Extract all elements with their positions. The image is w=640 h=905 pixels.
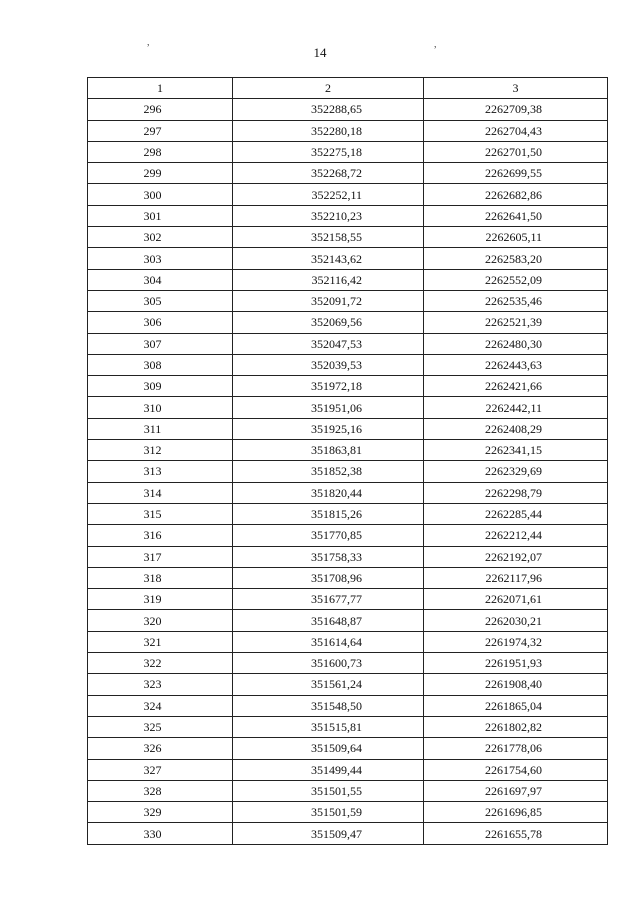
- x-coordinate-cell: 351758,33: [233, 546, 424, 567]
- x-coordinate-cell: 351499,44: [233, 759, 424, 780]
- table-row: [88, 333, 608, 354]
- y-coordinate-cell: 2262701,50: [424, 141, 608, 162]
- y-coordinate-cell: 2262071,61: [424, 589, 608, 610]
- x-coordinate-cell: 352047,53: [233, 333, 424, 354]
- x-coordinate-cell: 352288,65: [233, 99, 424, 120]
- table-row: [88, 610, 608, 631]
- table-row: [88, 802, 608, 823]
- x-coordinate-cell: 352275,18: [233, 141, 424, 162]
- point-number-cell: 308: [88, 354, 233, 375]
- x-coordinate-cell: 351561,24: [233, 674, 424, 695]
- x-coordinate-cell: 351852,38: [233, 461, 424, 482]
- table-row: [88, 631, 608, 652]
- point-number-cell: 330: [88, 823, 233, 844]
- y-coordinate-cell: 2262408,29: [424, 418, 608, 439]
- table-row: [88, 312, 608, 333]
- y-coordinate-cell: 2261951,93: [424, 653, 608, 674]
- y-coordinate-cell: 2262521,39: [424, 312, 608, 333]
- y-coordinate-cell: 2262682,86: [424, 184, 608, 205]
- point-number-cell: 307: [88, 333, 233, 354]
- point-number-cell: 298: [88, 141, 233, 162]
- point-number-cell: 329: [88, 802, 233, 823]
- y-coordinate-cell: 2262704,43: [424, 120, 608, 141]
- y-coordinate-cell: 2261754,60: [424, 759, 608, 780]
- x-coordinate-cell: 351972,18: [233, 376, 424, 397]
- y-coordinate-cell: 2261908,40: [424, 674, 608, 695]
- x-coordinate-cell: 352143,62: [233, 248, 424, 269]
- table-row: [88, 290, 608, 311]
- table-row: [88, 716, 608, 737]
- y-coordinate-cell: 2262641,50: [424, 205, 608, 226]
- y-coordinate-cell: 2262030,21: [424, 610, 608, 631]
- y-coordinate-cell: 2262117,96: [424, 567, 608, 588]
- x-coordinate-cell: 351863,81: [233, 440, 424, 461]
- table-row: [88, 227, 608, 248]
- x-coordinate-cell: 352116,42: [233, 269, 424, 290]
- point-number-cell: 314: [88, 482, 233, 503]
- table-row: [88, 354, 608, 375]
- table-row: [88, 269, 608, 290]
- point-number-cell: 310: [88, 397, 233, 418]
- table-row: [88, 461, 608, 482]
- point-number-cell: 296: [88, 99, 233, 120]
- table-row: [88, 546, 608, 567]
- x-coordinate-cell: 351648,87: [233, 610, 424, 631]
- x-coordinate-cell: 351501,59: [233, 802, 424, 823]
- x-coordinate-cell: 351548,50: [233, 695, 424, 716]
- point-number-cell: 311: [88, 418, 233, 439]
- scan-mark: ,: [147, 37, 150, 48]
- table-row: [88, 418, 608, 439]
- y-coordinate-cell: 2262212,44: [424, 525, 608, 546]
- y-coordinate-cell: 2261655,78: [424, 823, 608, 844]
- point-number-cell: 316: [88, 525, 233, 546]
- y-coordinate-cell: 2262443,63: [424, 354, 608, 375]
- y-coordinate-cell: 2262583,20: [424, 248, 608, 269]
- table-row: [88, 674, 608, 695]
- point-number-cell: 305: [88, 290, 233, 311]
- y-coordinate-cell: 2262341,15: [424, 440, 608, 461]
- x-coordinate-cell: 352069,56: [233, 312, 424, 333]
- y-coordinate-cell: 2262709,38: [424, 99, 608, 120]
- point-number-cell: 324: [88, 695, 233, 716]
- x-coordinate-cell: 352091,72: [233, 290, 424, 311]
- x-coordinate-cell: 351815,26: [233, 503, 424, 524]
- table-row: [88, 376, 608, 397]
- x-coordinate-cell: 351770,85: [233, 525, 424, 546]
- x-coordinate-cell: 351708,96: [233, 567, 424, 588]
- y-coordinate-cell: 2262535,46: [424, 290, 608, 311]
- x-coordinate-cell: 352268,72: [233, 163, 424, 184]
- x-coordinate-cell: 351951,06: [233, 397, 424, 418]
- table-row: [88, 759, 608, 780]
- y-coordinate-cell: 2262552,09: [424, 269, 608, 290]
- table-row: [88, 482, 608, 503]
- point-number-cell: 328: [88, 780, 233, 801]
- y-coordinate-cell: 2261802,82: [424, 716, 608, 737]
- point-number-cell: 306: [88, 312, 233, 333]
- y-coordinate-cell: 2262605,11: [424, 227, 608, 248]
- y-coordinate-cell: 2262298,79: [424, 482, 608, 503]
- table-row: [88, 184, 608, 205]
- table-row: [88, 780, 608, 801]
- table-row: [88, 440, 608, 461]
- point-number-cell: 320: [88, 610, 233, 631]
- scan-mark: ,: [434, 39, 437, 50]
- table-row: [88, 567, 608, 588]
- y-coordinate-cell: 2262285,44: [424, 503, 608, 524]
- x-coordinate-cell: 352280,18: [233, 120, 424, 141]
- y-coordinate-cell: 2261865,04: [424, 695, 608, 716]
- x-coordinate-cell: 352158,55: [233, 227, 424, 248]
- x-coordinate-cell: 351614,64: [233, 631, 424, 652]
- table-row: [88, 653, 608, 674]
- point-number-cell: 303: [88, 248, 233, 269]
- column-header-3: 3: [424, 78, 608, 99]
- point-number-cell: 325: [88, 716, 233, 737]
- table-row: [88, 738, 608, 759]
- point-number-cell: 300: [88, 184, 233, 205]
- point-number-cell: 313: [88, 461, 233, 482]
- y-coordinate-cell: 2262192,07: [424, 546, 608, 567]
- x-coordinate-cell: 351600,73: [233, 653, 424, 674]
- y-coordinate-cell: 2261778,06: [424, 738, 608, 759]
- table-row: [88, 525, 608, 546]
- y-coordinate-cell: 2262480,30: [424, 333, 608, 354]
- table-row: [88, 141, 608, 162]
- point-number-cell: 309: [88, 376, 233, 397]
- point-number-cell: 321: [88, 631, 233, 652]
- table-row: [88, 99, 608, 120]
- point-number-cell: 318: [88, 567, 233, 588]
- y-coordinate-cell: 2261974,32: [424, 631, 608, 652]
- x-coordinate-cell: 352039,53: [233, 354, 424, 375]
- point-number-cell: 301: [88, 205, 233, 226]
- table-row: [88, 397, 608, 418]
- y-coordinate-cell: 2261696,85: [424, 802, 608, 823]
- table-row: [88, 120, 608, 141]
- point-number-cell: 315: [88, 503, 233, 524]
- table-row: [88, 205, 608, 226]
- y-coordinate-cell: 2262421,66: [424, 376, 608, 397]
- x-coordinate-cell: 351677,77: [233, 589, 424, 610]
- y-coordinate-cell: 2261697,97: [424, 780, 608, 801]
- x-coordinate-cell: 352252,11: [233, 184, 424, 205]
- table-header-row: [88, 78, 608, 99]
- y-coordinate-cell: 2262442,11: [424, 397, 608, 418]
- y-coordinate-cell: 2262699,55: [424, 163, 608, 184]
- x-coordinate-cell: 352210,23: [233, 205, 424, 226]
- table-row: [88, 248, 608, 269]
- x-coordinate-cell: 351501,55: [233, 780, 424, 801]
- table-body: [88, 99, 608, 844]
- x-coordinate-cell: 351820,44: [233, 482, 424, 503]
- x-coordinate-cell: 351509,64: [233, 738, 424, 759]
- table-row: [88, 589, 608, 610]
- point-number-cell: 317: [88, 546, 233, 567]
- y-coordinate-cell: 2262329,69: [424, 461, 608, 482]
- point-number-cell: 299: [88, 163, 233, 184]
- point-number-cell: 323: [88, 674, 233, 695]
- point-number-cell: 302: [88, 227, 233, 248]
- coordinates-table: [87, 77, 608, 845]
- column-header-1: 1: [88, 78, 233, 99]
- x-coordinate-cell: 351515,81: [233, 716, 424, 737]
- column-header-2: 2: [233, 78, 424, 99]
- table-row: [88, 823, 608, 844]
- point-number-cell: 304: [88, 269, 233, 290]
- point-number-cell: 322: [88, 653, 233, 674]
- point-number-cell: 327: [88, 759, 233, 780]
- page-number: 14: [313, 45, 327, 60]
- x-coordinate-cell: 351509,47: [233, 823, 424, 844]
- table-row: [88, 163, 608, 184]
- point-number-cell: 326: [88, 738, 233, 759]
- table-row: [88, 503, 608, 524]
- x-coordinate-cell: 351925,16: [233, 418, 424, 439]
- point-number-cell: 312: [88, 440, 233, 461]
- point-number-cell: 319: [88, 589, 233, 610]
- table-row: [88, 695, 608, 716]
- point-number-cell: 297: [88, 120, 233, 141]
